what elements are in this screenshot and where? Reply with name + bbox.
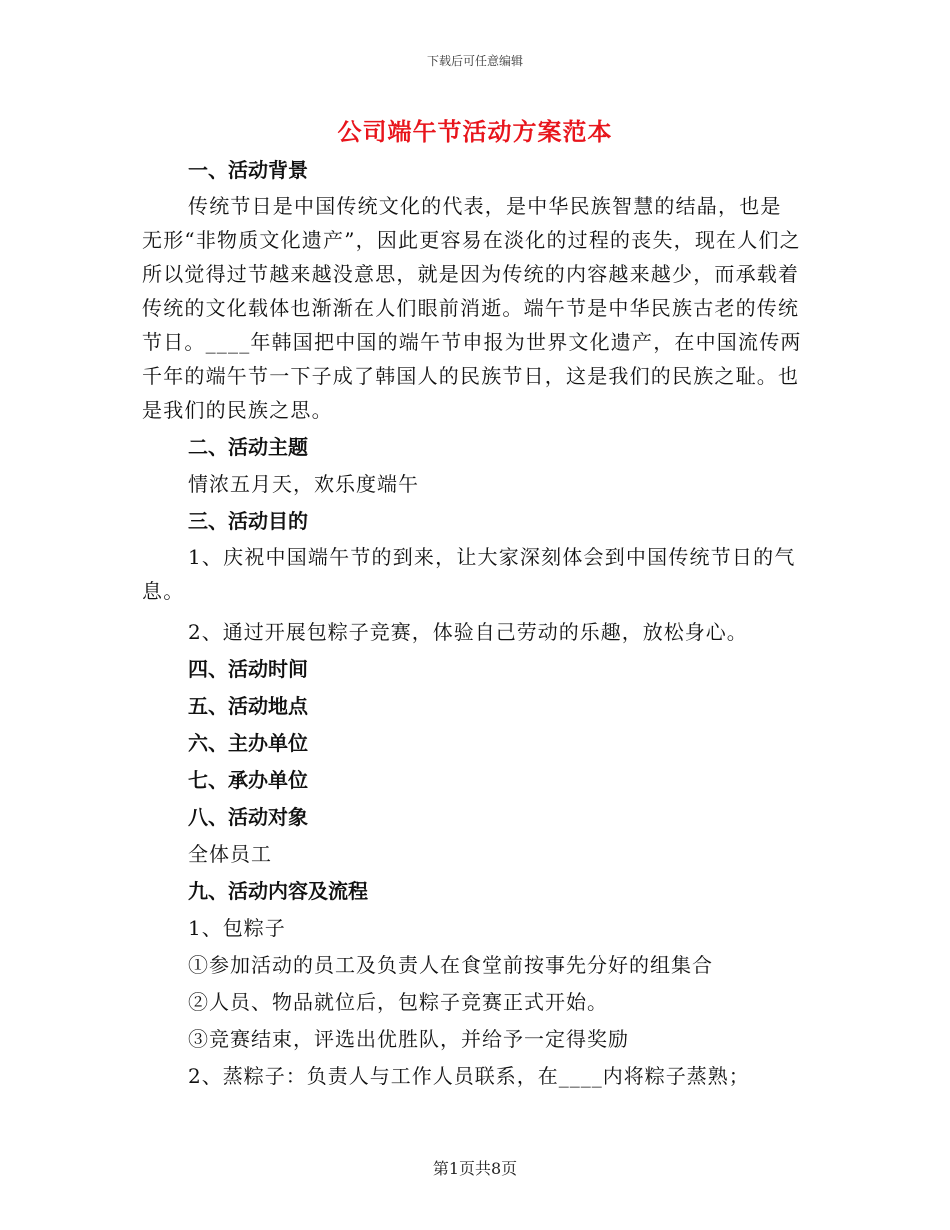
document-title: 公司端午节活动方案范本: [337, 117, 613, 146]
process-step-3: ③竞赛结束，评选出优胜队，并给予一定得奖励: [188, 1027, 629, 1051]
section-heading-content-process: 九、活动内容及流程: [188, 879, 368, 903]
section-heading-background: 一、活动背景: [188, 158, 308, 182]
background-paragraph: 传统节日是中国传统文化的代表，是中华民族智慧的结晶，也是无形“非物质文化遗产”，因此更容易在淡化的过程的丧失，现在人们之所以觉得过节越来越没意思，就是因为传统的内容越来越少，而承载着传统的文化载体也渐渐在人们眼前消逝。端午节是中华民族古老的传统节日。____年韩国把中国的端午节申报为世界文化遗产，在中国流传两千年的端午节一下子成了韩国人的民族节日，这是我们的民族之耻。也是我们的民族之思。: [142, 194, 802, 422]
purpose-item-1: 1、庆祝中国端午节的到来，让大家深刻体会到中国传统节日的气息。: [142, 545, 796, 603]
process-sub-heading-1: 1、包粽子: [188, 916, 286, 940]
section-heading-organizer: 六、主办单位: [188, 731, 308, 755]
process-step-2: ②人员、物品就位后，包粽子竞赛正式开始。: [188, 990, 608, 1014]
purpose-item-2: 2、通过开展包粽子竞赛，体验自己劳动的乐趣，放松身心。: [188, 620, 748, 644]
section-heading-purpose: 三、活动目的: [188, 509, 308, 533]
section-heading-co-organizer: 七、承办单位: [188, 768, 308, 792]
section-heading-time: 四、活动时间: [188, 657, 308, 681]
participants-text: 全体员工: [188, 842, 272, 866]
theme-text: 情浓五月天，欢乐度端午: [188, 472, 419, 496]
process-step-1: ①参加活动的员工及负责人在食堂前按事先分好的组集合: [188, 953, 713, 977]
section-heading-participants: 八、活动对象: [188, 805, 308, 829]
section-heading-theme: 二、活动主题: [188, 435, 308, 459]
page-footer: 第1页共8页: [432, 1159, 518, 1178]
section-heading-location: 五、活动地点: [188, 694, 308, 718]
header-note: 下载后可任意编辑: [426, 54, 523, 68]
process-sub-heading-2: 2、蒸粽子：负责人与工作人员联系，在____内将粽子蒸熟；: [188, 1064, 750, 1088]
document-body: [142, 152, 802, 1095]
